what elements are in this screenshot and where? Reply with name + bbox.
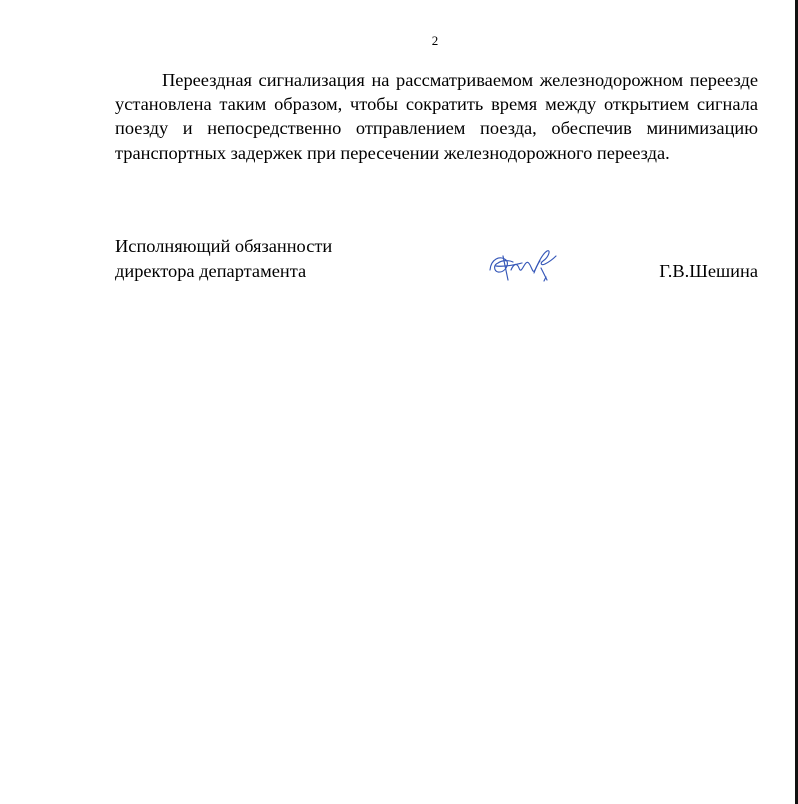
signer-name: Г.В.Шешина (659, 261, 758, 281)
signer-position (115, 234, 415, 284)
handwritten-signature-icon (486, 246, 558, 286)
signer-position-line-1: Исполняющий обязанности (115, 236, 333, 256)
page-number: 2 (431, 33, 439, 48)
signature-block (115, 234, 758, 294)
body-paragraph: Переездная сигнализация на рассматриваемом железнодорожном переезде установлена таким образом, чтобы сократить время между открытием сигнала поезду и непосредственно отправлением поезда, обеспечив минимизацию транспортных задержек при пересечении железнодорожного переезда. (115, 70, 758, 163)
signer-position-line-2: директора департамента (115, 261, 307, 281)
